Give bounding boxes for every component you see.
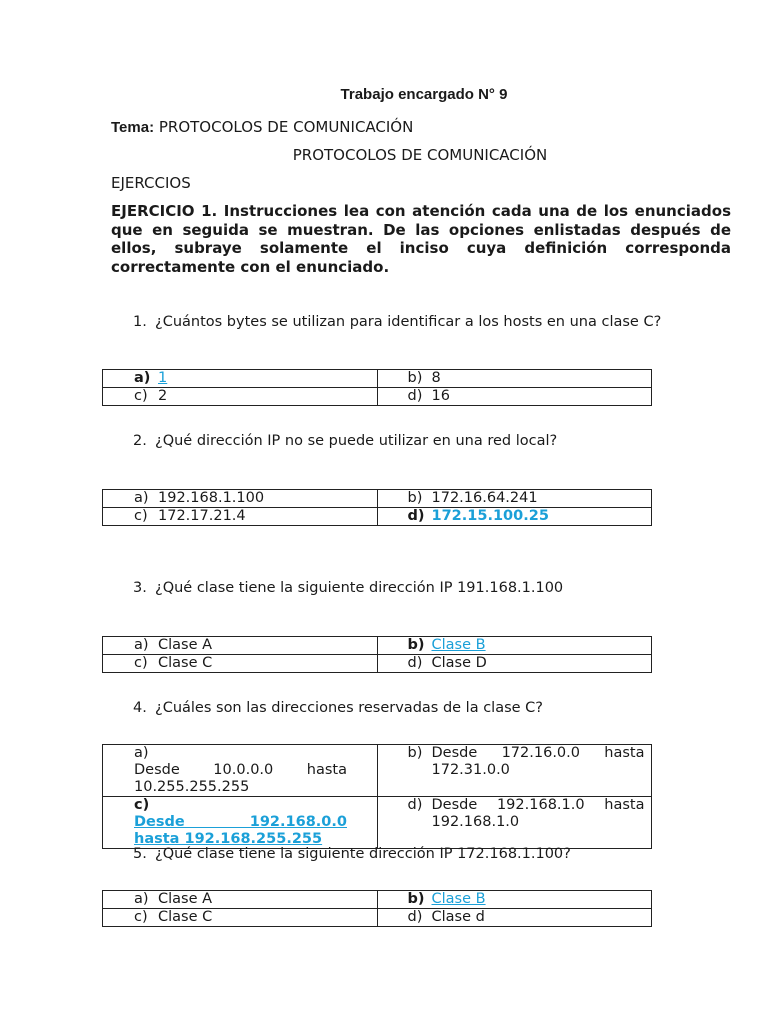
option-b[interactable]: b) 8 [377, 370, 652, 388]
topic-label: Tema: [111, 119, 155, 136]
question-3: 3. ¿Qué clase tiene la siguiente dirección IP 191.168.1.100 [133, 580, 564, 596]
option-a[interactable]: a) 192.168.1.100 [103, 490, 378, 508]
option-a[interactable]: a) Clase A [103, 637, 378, 655]
option-b[interactable]: b) Clase B [377, 891, 652, 909]
option-d[interactable]: d) 16 [377, 388, 652, 406]
options-table-3 [102, 636, 652, 673]
option-d[interactable]: d) Desde 192.168.1.0 hasta 192.168.1.0 [377, 797, 652, 849]
topic-line [111, 118, 413, 136]
document-title: Trabajo encargado N° 9 [340, 86, 508, 103]
options-table-4 [102, 744, 652, 849]
question-1: 1. ¿Cuántos bytes se utilizan para identificar a los hosts en una clase C? [133, 314, 662, 330]
options-table-5 [102, 890, 652, 927]
option-b[interactable]: b) Clase B [377, 637, 652, 655]
option-a[interactable]: a) Clase A [103, 891, 378, 909]
section-heading: EJERCCIOS [111, 174, 191, 192]
instructions-paragraph: EJERCICIO 1. Instrucciones lea con atención cada una de los enunciados que en seguida se muestran. De las opciones enlistadas después de ellos, subraye solamente el inciso cuya definición corresponda correctamente con el enunciado. [111, 202, 731, 276]
option-b[interactable]: b) 172.16.64.241 [377, 490, 652, 508]
options-table-2 [102, 489, 652, 526]
option-c[interactable]: c) 172.17.21.4 [103, 508, 378, 526]
option-c[interactable]: c) Clase C [103, 909, 378, 927]
option-c[interactable]: c) Desde 192.168.0.0 hasta 192.168.255.255 [103, 797, 378, 849]
question-4: 4. ¿Cuáles son las direcciones reservadas de la clase C? [133, 700, 543, 716]
question-2: 2. ¿Qué dirección IP no se puede utilizar en una red local? [133, 433, 558, 449]
topic-value: PROTOCOLOS DE COMUNICACIÓN [158, 118, 414, 136]
document-subtitle: PROTOCOLOS DE COMUNICACIÓN [292, 146, 548, 164]
option-a[interactable]: a) 1 [103, 370, 378, 388]
option-c[interactable]: c) 2 [103, 388, 378, 406]
option-d[interactable]: d) 172.15.100.25 [377, 508, 652, 526]
option-a[interactable]: a) Desde 10.0.0.0 hasta 10.255.255.255 [103, 745, 378, 797]
options-table-1 [102, 369, 652, 406]
option-c[interactable]: c) Clase C [103, 655, 378, 673]
question-5: 5. ¿Qué clase tiene la siguiente dirección IP 172.168.1.100? [133, 846, 571, 862]
option-d[interactable]: d) Clase d [377, 909, 652, 927]
option-d[interactable]: d) Clase D [377, 655, 652, 673]
option-b[interactable]: b) Desde 172.16.0.0 hasta 172.31.0.0 [377, 745, 652, 797]
